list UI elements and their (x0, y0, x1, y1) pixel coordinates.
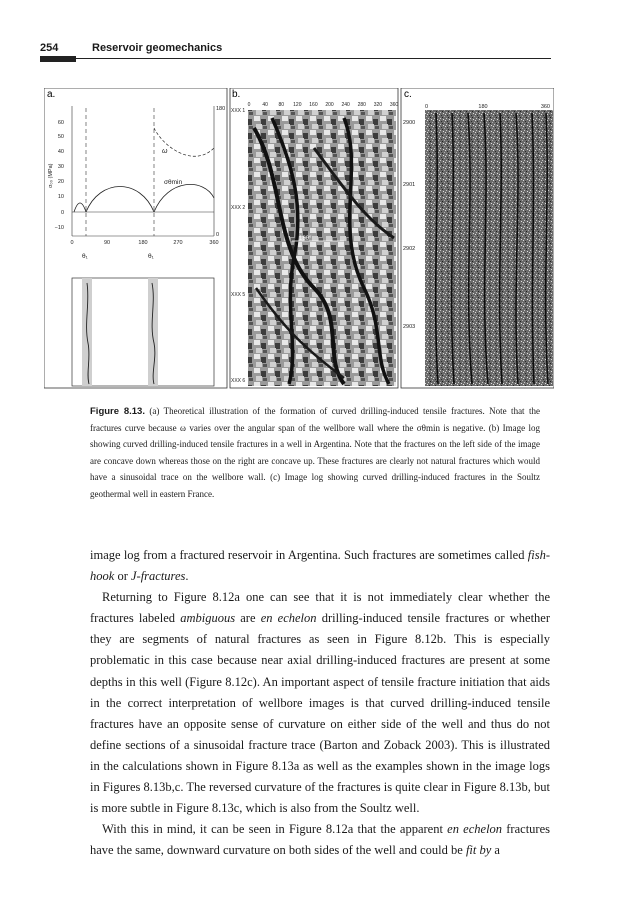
panel-b-x-tick: 40 (262, 102, 268, 108)
fig-text-pa-r0: 180 (216, 106, 226, 112)
fig-text-pa-y1: 50 (57, 134, 64, 140)
fig-text-pa-x2: 180 (138, 240, 148, 246)
page-number: 254 (40, 42, 59, 54)
fig-text-pa-y6: 0 (60, 210, 64, 216)
panel-b-x-tick: 80 (278, 102, 285, 108)
header-rule (76, 58, 551, 59)
panel-b-x-tick: 320 (373, 102, 383, 108)
fig-text-pa-y2: 40 (57, 149, 64, 155)
fig-text-pa-x1: 90 (103, 240, 111, 246)
fig-text-pa-th1: θ₁ (148, 253, 154, 260)
fig-text-pb-label: b. (232, 89, 241, 100)
fig-text-pb-d2: XXX 5 (231, 292, 246, 298)
fig-text-pc-d1: 2901 (403, 182, 416, 188)
fig-text-pa-label: a. (47, 89, 56, 100)
running-title: Reservoir geomechanics (92, 42, 223, 54)
panel-b-x-tick: 160 (309, 102, 318, 108)
panel-b-x-tick: 240 (341, 102, 350, 108)
figure-caption (90, 403, 540, 502)
header-bar (40, 56, 76, 62)
panel-b-x-tick: 360 (389, 102, 399, 108)
panel-b-x-tick: 200 (325, 102, 334, 108)
fig-text-pb-d1: XXX 2 (231, 205, 246, 211)
body-text (90, 545, 550, 861)
fig-text-pa-sigma: σθmin (164, 179, 183, 186)
fig-text-pc-x0: 0 (425, 104, 429, 110)
fig-text-pc-x2: 360 (540, 104, 550, 110)
fig-text-pa-y5: 10 (57, 194, 64, 200)
fig-text-pa-ylab: σ₀₀ (MPa) (48, 163, 54, 188)
paragraph-3: With this in mind, it can be seen in Figure 8.12a that the apparent en echelon fractures have the same, downward curvature on both sides of the well and could be fit by a (90, 822, 550, 858)
fig-text-pa-y0: 60 (57, 120, 64, 126)
fig-text-pc-d2: 2902 (403, 246, 416, 252)
fig-text-pa-x4: 360 (209, 240, 219, 246)
paragraph-1: image log from a fractured reservoir in Argentina. Such fractures are sometimes called fish-hook or J-fractures. (90, 548, 550, 584)
paragraph-2: Returning to Figure 8.12a one can see that it is not immediately clear whether the fractures labeled ambiguous are en echelon drilling-induced tensile fractures or whether they are segments of natural fractures as seen in Figure 8.12b. This is especially problematic in this case because near axial drilling-induced fractures are present at some depths in this well (Figure 8.12c). An important aspect of tensile fracture initiation that aids in the correct interpretation of wellbore images is that curved drilling-induced tensile fractures have an opposite sense of curvature on either side of the well and thus do not define sections of a sinusoidal fracture trace (Barton and Zoback 2003). This is illustrated in the calculations shown in Figure 8.13a as well as the examples shown in the image logs in Figures 8.13b,c. The reversed curvature of the fractures is quite clear in Figure 8.13b, but is more subtle in Figure 8.13c, which is also from the Soultz well. (90, 590, 551, 816)
fig-text-pa-x3: 270 (173, 240, 183, 246)
fig-text-pb-ann: 180° (299, 236, 312, 242)
fig-text-pc-label: c. (404, 89, 412, 100)
figure-8-13 (44, 88, 554, 393)
fig-text-pc-x1: 180 (478, 104, 488, 110)
panel-b-x-tick: 0 (247, 102, 251, 108)
fig-text-pa-y4: 20 (57, 179, 64, 185)
fig-text-pb-d0: XXX 1 (231, 108, 246, 114)
caption-label: Figure 8.13. (90, 406, 145, 417)
fig-text-pa-r1: 0 (216, 232, 220, 238)
fig-text-pb-d3: XXX 6 (231, 378, 246, 384)
panel-b-x-tick: 120 (293, 102, 302, 108)
fig-text-pa-x0: 0 (70, 240, 74, 246)
fig-text-pc-d3: 2903 (403, 324, 416, 330)
fig-text-pa-y3: 30 (57, 164, 64, 170)
figure-graphic (44, 88, 554, 393)
panel-b-x-tick: 280 (357, 102, 366, 108)
caption-text: (a) Theoretical illustration of the formation of curved drilling-induced tensile fractures. Note that the fractures curve because ω varies over the angular span of the wellbore wall where the σθmin is negative. (b) Image log showing curved drilling-induced tensile fractures in a well in Argentina. Note that the fractures on the left side of the image are concave down whereas those on the right are concave up. These fractures are clearly not natural fractures which would have a sinusoidal trace on the wellbore wall. (c) Image log showing curved drilling-induced fractures in the Soultz geothermal well in eastern France. (90, 406, 540, 499)
fig-text-pa-y7: −10 (54, 225, 64, 231)
fig-text-pc-d0: 2900 (403, 120, 416, 126)
fig-text-pa-th0: θ₁ (82, 253, 88, 260)
fig-text-pa-omega: ω (162, 148, 168, 155)
